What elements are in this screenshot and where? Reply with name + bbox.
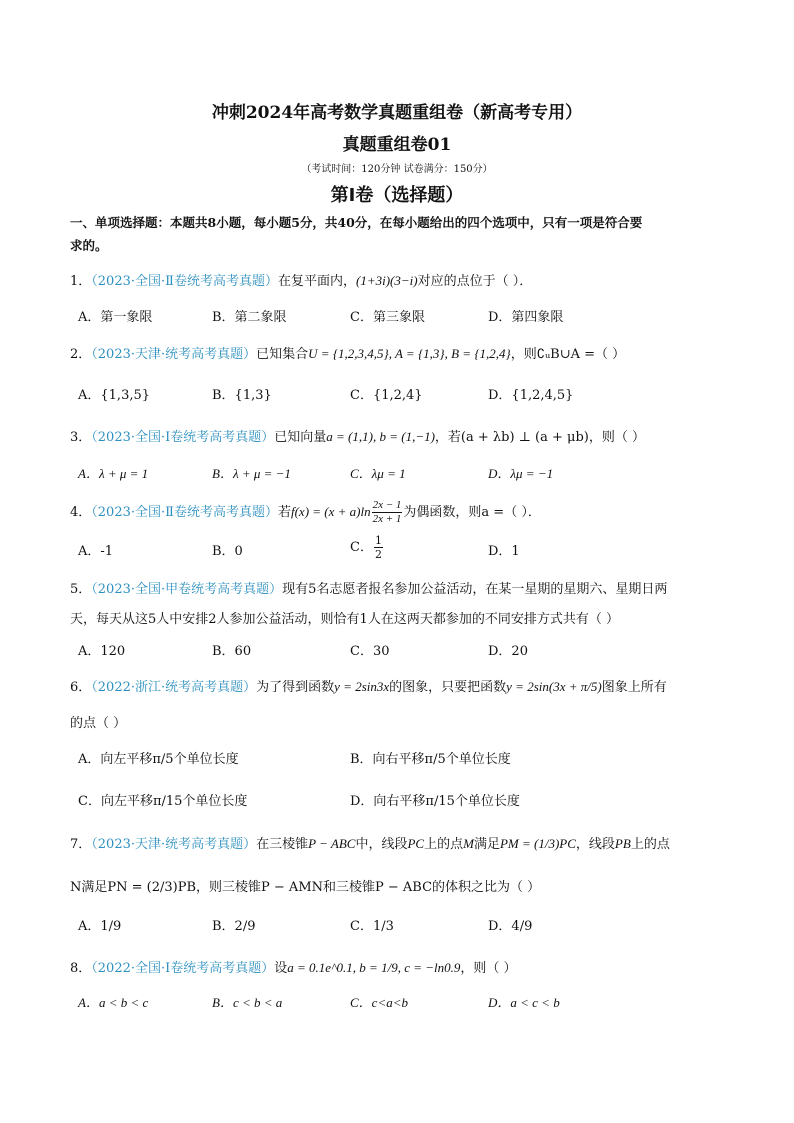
option-a: A．-1: [78, 544, 114, 559]
question-5-line2: 天，每天从这5人中安排2人参加公益活动，则恰有1人在这两天都参加的不同安排方式共有（ ）: [70, 612, 619, 627]
question-text: ，若(a + λb) ⊥ (a + μb)，则（ ）: [434, 430, 645, 445]
question-text: 上的点: [630, 837, 670, 852]
option-a: A．1/9: [78, 919, 122, 934]
question-math: PM = (1/3)PC: [499, 836, 576, 851]
fraction-numerator: 2x − 1: [372, 499, 402, 511]
question-text: 图象上所有: [601, 680, 667, 695]
question-number: 2．: [70, 347, 92, 362]
question-text: 若: [277, 505, 291, 520]
question-text: 为偶函数，则a =（ ）．: [403, 505, 541, 520]
question-math: M: [463, 836, 474, 851]
part-title: 第I卷（选择题）: [330, 185, 464, 206]
question-text: 在三棱锥: [256, 837, 309, 852]
option-a: A．120: [78, 644, 126, 659]
section-heading-line2: 求的。: [70, 238, 108, 253]
question-math: P − ABC: [308, 836, 356, 851]
option-b: B．c < b < a: [212, 995, 283, 1010]
option-c: C．向左平移π/15个单位长度: [78, 794, 248, 809]
option-c: [350, 534, 384, 561]
question-math: U = {1,2,3,4,5}, A = {1,3}, B = {1,2,4}: [308, 346, 511, 361]
question-number: 4．: [70, 505, 92, 520]
question-6-line2: 的点（ ）: [70, 716, 127, 731]
question-number: 6．: [70, 680, 92, 695]
option-d: D．20: [488, 644, 528, 659]
question-text: 为了得到函数: [256, 680, 335, 695]
document-subtitle: 真题重组卷01: [342, 135, 452, 155]
question-source: （2023·全国·Ⅱ卷统考高考真题）: [91, 274, 278, 289]
option-d: D．{1,2,4,5}: [488, 388, 574, 403]
option-b: B．2/9: [212, 919, 256, 934]
question-8: [70, 957, 517, 976]
question-number: 7．: [70, 837, 92, 852]
option-d: D．4/9: [488, 919, 533, 934]
option-b: B．60: [212, 644, 252, 659]
fraction-denominator: 2: [374, 548, 382, 561]
question-text: 现有5名志愿者报名参加公益活动，在某一星期的星期六、星期日两: [282, 582, 668, 597]
fraction: [374, 534, 383, 561]
option-b: B．{1,3}: [212, 388, 272, 403]
question-text: 在复平面内，: [277, 274, 356, 289]
option-b: B．向右平移π/5个单位长度: [350, 752, 511, 767]
question-6: [70, 676, 667, 695]
question-text: 中，线段: [355, 837, 408, 852]
question-text: ，则（ ）: [460, 961, 517, 976]
option-d: D．第四象限: [488, 310, 564, 325]
fraction-numerator: 1: [374, 534, 382, 547]
option-c: C．第三象限: [350, 310, 425, 325]
question-7-line2: N满足PN = (2/3)PB，则三棱锥P − AMN和三棱锥P − ABC的体积之比为（ ）: [70, 880, 541, 895]
question-2: [70, 343, 625, 362]
fraction-denominator: 2x + 1: [372, 513, 402, 525]
option-a: A．第一象限: [78, 310, 153, 325]
option-c: C．λμ = 1: [350, 466, 406, 481]
option-d: D．向右平移π/15个单位长度: [350, 794, 520, 809]
question-math: (1+3i)(3−i): [355, 273, 418, 288]
question-text: 对应的点位于（ ）．: [417, 274, 533, 289]
question-text: ，则∁ᵤB∪A =（ ）: [510, 347, 626, 362]
question-5: [70, 578, 667, 597]
question-text: 已知集合: [256, 347, 309, 362]
question-4: [70, 499, 541, 526]
option-c: C．30: [350, 644, 390, 659]
question-1: [70, 270, 532, 289]
option-c: C．c<a<b: [350, 995, 408, 1010]
option-b: B．第二象限: [212, 310, 287, 325]
option-c: C．{1,2,4}: [350, 388, 423, 403]
question-number: 3．: [70, 430, 92, 445]
question-text: ，线段: [575, 837, 615, 852]
question-math: a = (1,1), b = (1,−1): [326, 429, 435, 444]
question-source: （2023·全国·甲卷统考高考真题）: [91, 582, 283, 597]
section-heading-line1: 一、单项选择题：本题共8小题，每小题5分，共40分，在每小题给出的四个选项中，只有一项是符合要: [70, 215, 643, 230]
question-text: 满足: [473, 837, 500, 852]
option-b: B．0: [212, 544, 243, 559]
option-d: D．λμ = −1: [488, 466, 554, 481]
question-3: [70, 426, 645, 445]
question-text: 上的点: [424, 837, 464, 852]
question-number: 5．: [70, 582, 92, 597]
option-d: D．1: [488, 544, 520, 559]
question-text: 设: [274, 961, 288, 976]
option-b: B．λ + μ = −1: [212, 466, 291, 481]
option-d: D．a < c < b: [488, 995, 560, 1010]
question-7: [70, 833, 670, 852]
question-math: PC: [407, 836, 425, 851]
option-a: A．{1,3,5}: [78, 388, 151, 403]
question-math: f(x) = (x + a)ln: [290, 504, 371, 519]
question-math: y = 2sin(3x + π/5): [506, 679, 602, 694]
question-number: 1．: [70, 274, 92, 289]
question-source: （2023·天津·统考高考真题）: [91, 837, 257, 852]
option-a: A．λ + μ = 1: [78, 466, 149, 481]
question-source: （2023·全国·Ⅰ卷统考高考真题）: [91, 430, 275, 445]
question-math: a = 0.1e^0.1, b = 1/9, c = −ln0.9: [287, 960, 461, 975]
question-math: PB: [614, 836, 631, 851]
question-source: （2022·全国·Ⅰ卷统考高考真题）: [91, 961, 275, 976]
question-text: 已知向量: [274, 430, 327, 445]
question-source: （2023·全国·Ⅱ卷统考高考真题）: [91, 505, 278, 520]
question-math: y = 2sin3x: [334, 679, 390, 694]
question-number: 8．: [70, 961, 92, 976]
question-source: （2023·天津·统考高考真题）: [91, 347, 257, 362]
option-c: C．1/3: [350, 919, 394, 934]
fraction: [372, 499, 403, 526]
question-source: （2022·浙江·统考高考真题）: [91, 680, 257, 695]
option-a: A．a < b < c: [78, 995, 149, 1010]
option-label: C．: [350, 540, 373, 555]
exam-note: （考试时间：120分钟 试卷满分：150分）: [301, 164, 493, 175]
option-a: A．向左平移π/5个单位长度: [78, 752, 239, 767]
document-title: 冲刺2024年高考数学真题重组卷（新高考专用）: [211, 103, 583, 123]
question-text: 的图象，只要把函数: [389, 680, 507, 695]
